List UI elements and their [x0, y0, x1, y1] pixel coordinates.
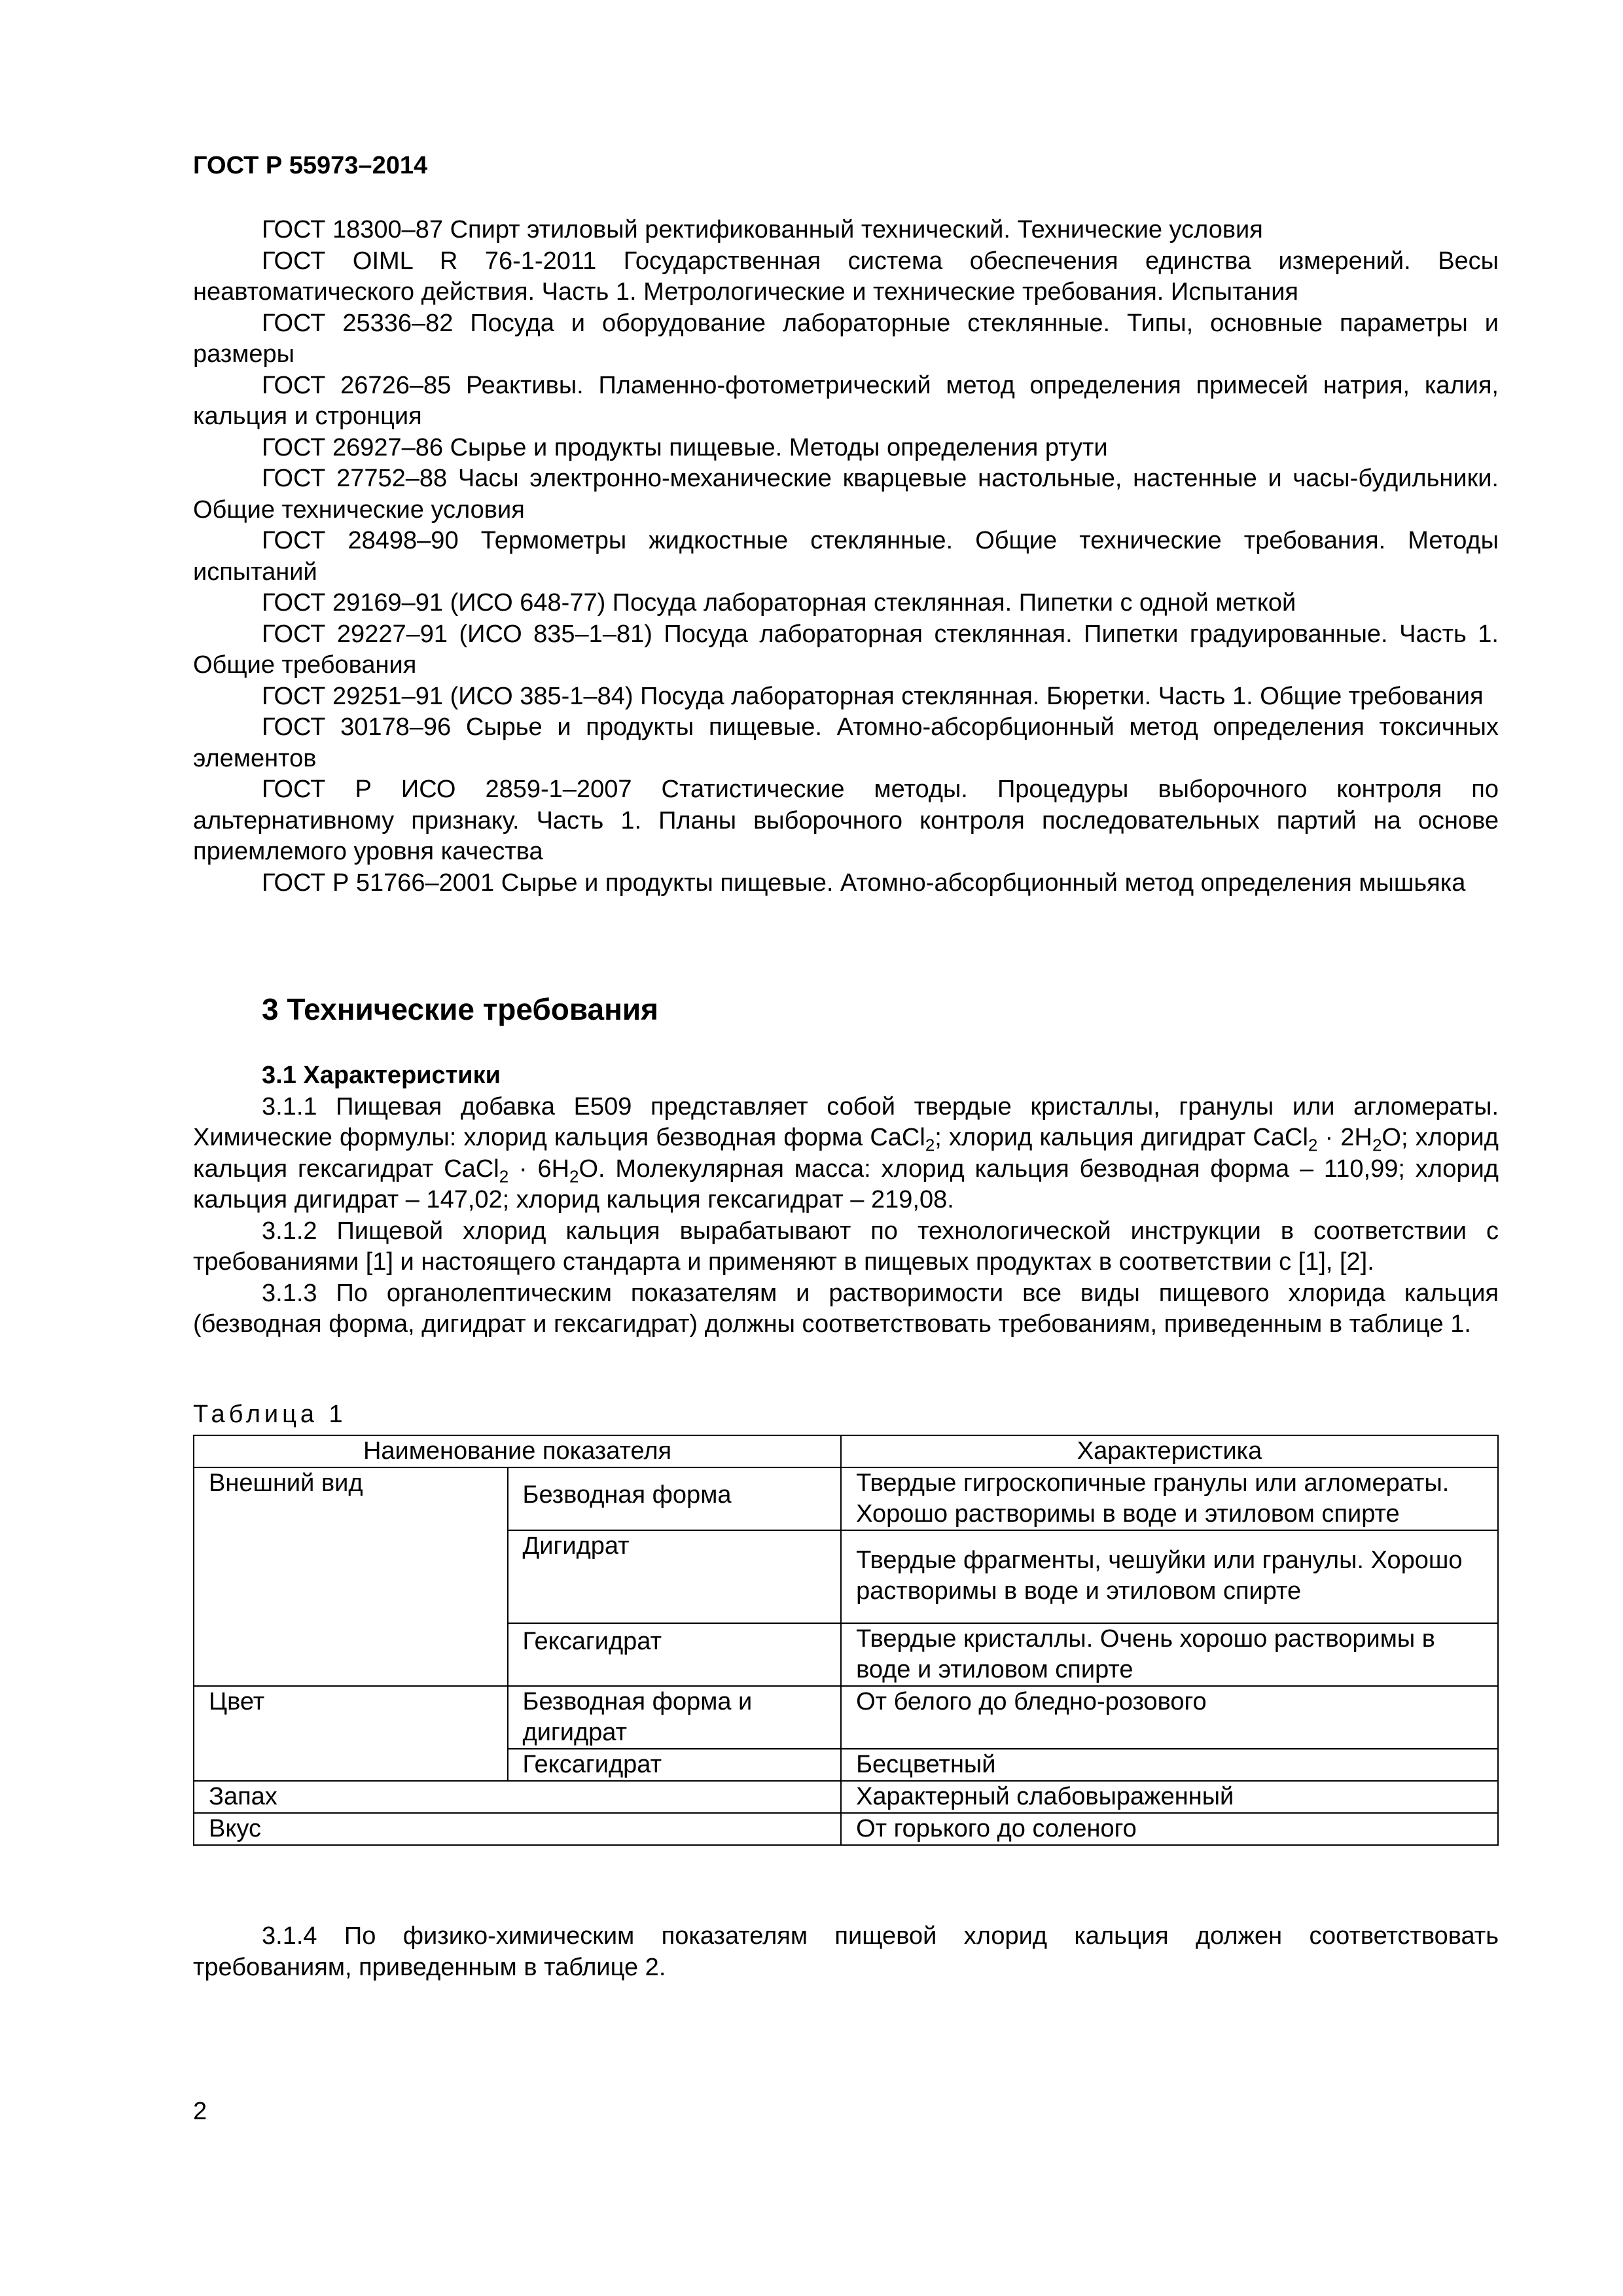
table-cell: Дигидрат: [508, 1530, 842, 1623]
table-row: [194, 1686, 1498, 1749]
paragraph-3-1-4-block: [193, 1921, 1499, 1983]
table-cell: Твердые кристаллы. Очень хорошо растворимы в воде и этиловом спирте: [841, 1623, 1498, 1686]
reference-item: ГОСТ 18300–87 Спирт этиловый ректификованный технический. Технические условия: [262, 216, 1263, 243]
paragraph-3-1-4: 3.1.4 По физико-химическим показателям пищевой хлорид кальция должен соответствовать требованиям, приведенным в таблице 2.: [193, 1922, 1499, 1981]
table-row: [194, 1813, 1498, 1845]
section-body: [193, 1060, 1499, 1340]
subsection-title: 3.1 Характеристики: [262, 1062, 501, 1089]
reference-item: ГОСТ 29227–91 (ИСО 835–1–81) Посуда лабораторная стеклянная. Пипетки градуированные. Часть 1. Общие требования: [193, 620, 1499, 679]
table-cell: От горького до соленого: [841, 1813, 1498, 1845]
header-cell: Наименование показателя: [194, 1435, 841, 1467]
reference-item: ГОСТ 25336–82 Посуда и оборудование лабораторные стеклянные. Типы, основные параметры и размеры: [193, 309, 1499, 368]
page-number: 2: [193, 2098, 207, 2125]
section-title: 3 Технические требования: [262, 992, 658, 1026]
table-cell: Цвет: [194, 1686, 508, 1781]
table-cell: Запах: [194, 1781, 841, 1813]
normative-references: [193, 215, 1499, 899]
paragraph-3-1-1: 3.1.1 Пищевая добавка Е509 представляет собой твердые кристаллы, гранулы или агломераты. Химические формулы: хлорид кальция безводная форма CaCl$_2$; хлорид кальция дигидрат CaCl$_2$ · $2H_2O$; хлорид кальция гексагидрат CaCl$_2$ · $6H_2O$. Молекулярная масса: хлорид кальция безводная форма – 110,99; хлорид кальция дигидрат – 147,02; хлорид кальция гексагидрат – 219,08.: [193, 1092, 1499, 1213]
reference-item: ГОСТ 30178–96 Сырье и продукты пищевые. Атомно-абсорбционный метод определения токсичных элементов: [193, 713, 1499, 772]
table-cell: Внешний вид: [194, 1467, 508, 1686]
table-cell: Характерный слабовыраженный: [841, 1781, 1498, 1813]
reference-item: ГОСТ OIML R 76-1-2011 Государственная система обеспечения единства измерений. Весы неавтоматического действия. Часть 1. Метрологические и технические требования. Испытания: [193, 247, 1499, 306]
table-cell: Гексагидрат: [508, 1749, 842, 1781]
table-caption: Таблица 1: [193, 1401, 347, 1428]
paragraph-3-1-3: 3.1.3 По органолептическим показателям и растворимости все виды пищевого хлорида кальция (безводная форма, дигидрат и гексагидрат) должны соответствовать требованиям, приведенным в таблице 1.: [193, 1279, 1499, 1338]
table-row: [194, 1781, 1498, 1813]
header-cell: Характеристика: [841, 1435, 1498, 1467]
reference-item: ГОСТ Р ИСО 2859-1–2007 Статистические методы. Процедуры выборочного контроля по альтернативному признаку. Часть 1. Планы выборочного контроля последовательных партий на основе приемлемого уровня качества: [193, 776, 1499, 865]
reference-item: ГОСТ 27752–88 Часы электронно-механические кварцевые настольные, настенные и часы-будильники. Общие технические условия: [193, 465, 1499, 524]
table-cell: Гексагидрат: [508, 1623, 842, 1686]
table-cell: Вкус: [194, 1813, 841, 1845]
table-cell: Безводная форма и дигидрат: [508, 1686, 842, 1749]
paragraph-3-1-2: 3.1.2 Пищевой хлорид кальция вырабатывают по технологической инструкции в соответствии с требованиями [1] и настоящего стандарта и применяют в пищевых продуктах в соответствии с [1], [2].: [193, 1217, 1499, 1276]
reference-item: ГОСТ 26726–85 Реактивы. Пламенно-фотометрический метод определения примесей натрия, калия, кальция и стронция: [193, 371, 1499, 430]
table-cell: Твердые фрагменты, чешуйки или гранулы. Хорошо растворимы в воде и этиловом спирте: [841, 1530, 1498, 1623]
reference-item: ГОСТ 28498–90 Термометры жидкостные стеклянные. Общие технические требования. Методы испытаний: [193, 527, 1499, 586]
table-cell: Твердые гигроскопичные гранулы или агломераты. Хорошо растворимы в воде и этиловом спирте: [841, 1467, 1498, 1530]
reference-item: ГОСТ 29251–91 (ИСО 385-1–84) Посуда лабораторная стеклянная. Бюретки. Часть 1. Общие требования: [262, 682, 1484, 710]
document-header: ГОСТ Р 55973–2014: [193, 152, 428, 179]
reference-item: ГОСТ 29169–91 (ИСО 648-77) Посуда лабораторная стеклянная. Пипетки с одной меткой: [262, 589, 1296, 617]
table-1: [193, 1435, 1499, 1846]
table-cell: От белого до бледно-розового: [841, 1686, 1498, 1749]
table-cell: Бесцветный: [841, 1749, 1498, 1781]
reference-item: ГОСТ Р 51766–2001 Сырье и продукты пищевые. Атомно-абсорбционный метод определения мышьяка: [262, 869, 1466, 897]
table-header-row: [194, 1435, 1498, 1467]
reference-item: ГОСТ 26927–86 Сырье и продукты пищевые. Методы определения ртути: [262, 433, 1108, 461]
table-cell: Безводная форма: [508, 1467, 842, 1530]
table-row: [194, 1467, 1498, 1530]
